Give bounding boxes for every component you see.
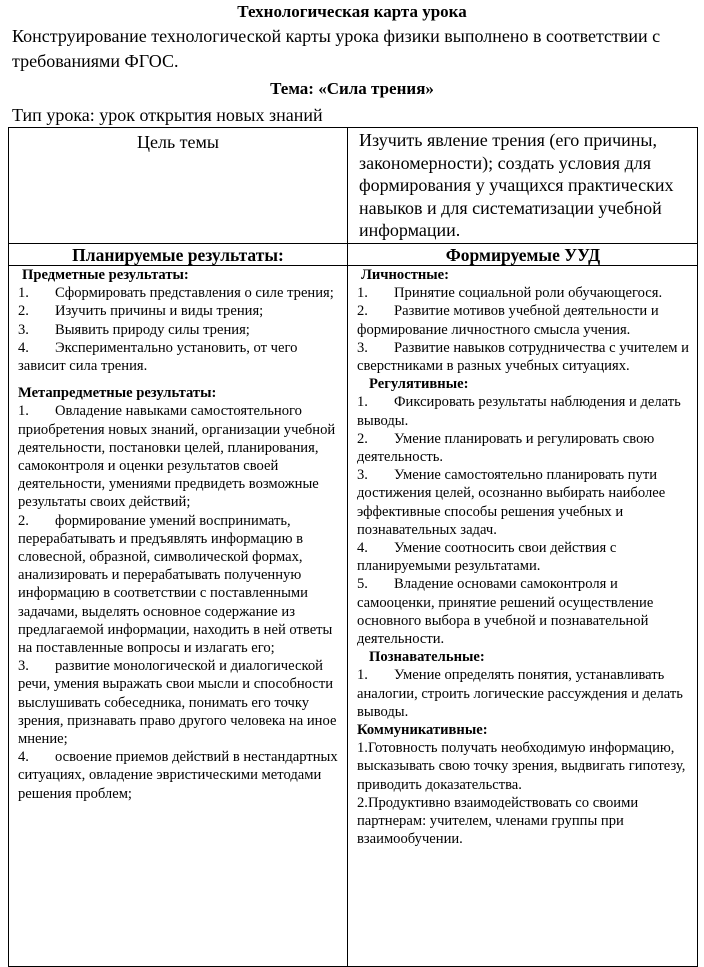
list-item-text: Владение основами самоконтроля и самооценки, принятие решений осуществление основного выбора в учебной и познавательной деятельности. [357,576,654,648]
list-item [18,321,338,339]
intro-paragraph: Конструирование технологической карты урока физики выполнено в соответствии с требованиями ФГОС. [12,26,661,71]
personal-list [357,284,693,375]
list-item-text: Выявить природу силы трения; [55,321,250,338]
list-item-number: 1. [357,394,368,411]
list-item-text: Умение планировать и регулировать свою деятельность. [357,430,655,466]
list-item-number: 3. [357,467,368,484]
list-item-number: 3. [18,658,29,675]
list-item [357,794,693,849]
list-item [357,739,693,794]
list-item [18,657,338,748]
list-item-text: Развитие навыков сотрудничества с учителем и сверстниками в разных учебных ситуациях. [357,339,689,375]
list-item-text: Принятие социальной роли обучающегося. [394,285,663,302]
list-item-number: 2. [18,303,29,320]
list-item-number: 3. [18,321,29,338]
list-item [18,512,338,658]
list-item [18,339,338,375]
list-item [357,539,693,575]
list-item-text: формирование умений воспринимать, перерабатывать и предъявлять информацию в словесной, образной, символической формах, анализировать и перерабатывать полученную информацию в соответствии с поставленными задачами, выделять основное содержание из предлагаемой информации, находить в ней ответы на поставленные вопросы и излагать его; [18,512,333,657]
list-item-number: 2. [357,430,368,447]
list-item-number: 1. [357,667,368,684]
meta-results-heading: Метапредметные результаты: [18,385,217,402]
document-title: Технологическая карта урока [237,2,467,21]
list-item-text: 2.Продуктивно взаимодействовать со своими партнерам: учителем, членами группы при взаимообучении. [357,794,639,848]
list-item-text: Развитие мотивов учебной деятельности и формирование личностного смысла учения. [357,303,659,338]
planned-results-header: Планируемые результаты: [72,245,284,265]
lesson-table [8,127,698,967]
cognitive-heading: Познавательные: [369,649,485,666]
personal-heading: Личностные: [361,267,450,283]
list-item [357,284,693,302]
list-item [357,666,693,721]
list-item [357,393,693,429]
list-item-number: 2. [357,303,368,320]
lesson-type: Тип урока: урок открытия новых знаний [12,105,323,125]
list-item [18,302,338,320]
communicative-list [357,739,693,848]
list-item [357,430,693,466]
regulatory-heading: Регулятивные: [369,376,469,393]
list-item-text: освоение приемов действий в нестандартных ситуациях, овладение эвристическими методами решения проблем; [18,749,338,802]
list-item-number: 1. [18,285,29,302]
list-item-number: 2. [18,512,29,529]
list-item-number: 1. [18,403,29,420]
list-item-text: Сформировать представления о силе трения; [55,285,334,302]
list-item-text: развитие монологической и диалогической речи, умения выражать свои мысли и способности выслушивать собеседника, понимать его точку зрения, признавать право другого человека на иное мнение; [18,658,337,748]
list-item-text: Умение соотносить свои действия с планируемыми результатами. [357,540,617,575]
list-item [18,402,338,511]
list-item-number: 4. [18,749,29,766]
list-item-text: Изучить причины и виды трения; [55,303,264,320]
list-item-number: 3. [357,339,368,356]
list-item [357,575,693,648]
list-item-number: 5. [357,576,368,593]
list-item-text: 1.Готовность получать необходимую информацию, высказывать свою точку зрения, выдвигать гипотезу, приводить доказательства. [357,740,686,793]
cognitive-list [357,666,693,721]
list-item-number: 1. [357,285,368,302]
list-item [357,339,693,375]
goal-label: Цель темы [136,132,220,152]
list-item-text: Фиксировать результаты наблюдения и делать выводы. [357,394,681,429]
lesson-topic: Тема: «Сила трения» [270,79,434,98]
subject-results-list [18,284,338,375]
uud-header: Формируемые УУД [445,245,601,265]
regulatory-list [357,393,693,648]
communicative-heading: Коммуникативные: [357,722,488,739]
planned-results-column [18,266,338,803]
list-item [357,466,693,539]
list-item [18,284,338,302]
list-item-text: Экспериментально установить, от чего зависит сила трения. [18,339,298,375]
subject-results-heading: Предметные результаты: [22,267,189,283]
list-item-number: 4. [357,540,368,557]
list-item-text: Овладение навыками самостоятельного приобретения новых знаний, организации учебной деятельности, постановки целей, планирования, самоконтроля и оценки результатов своей деятельности, умениями предвидеть возможные результаты своих действий; [18,403,336,511]
meta-results-list [18,402,338,802]
list-item [357,302,693,338]
list-item-text: Умение самостоятельно планировать пути достижения целей, осознанно выбирать наиболее эффективные способы решения учебных и познавательных задач. [357,467,666,538]
uud-column [357,266,693,849]
list-item-text: Умение определять понятия, устанавливать аналогии, строить логические рассуждения и делать выводы. [357,667,683,720]
goal-text: Изучить явление трения (его причины, закономерности); создать условия для формирования у учащихся практических навыков и для систематизации учебной информации. [359,130,674,240]
list-item-number: 4. [18,339,29,356]
list-item [18,748,338,803]
